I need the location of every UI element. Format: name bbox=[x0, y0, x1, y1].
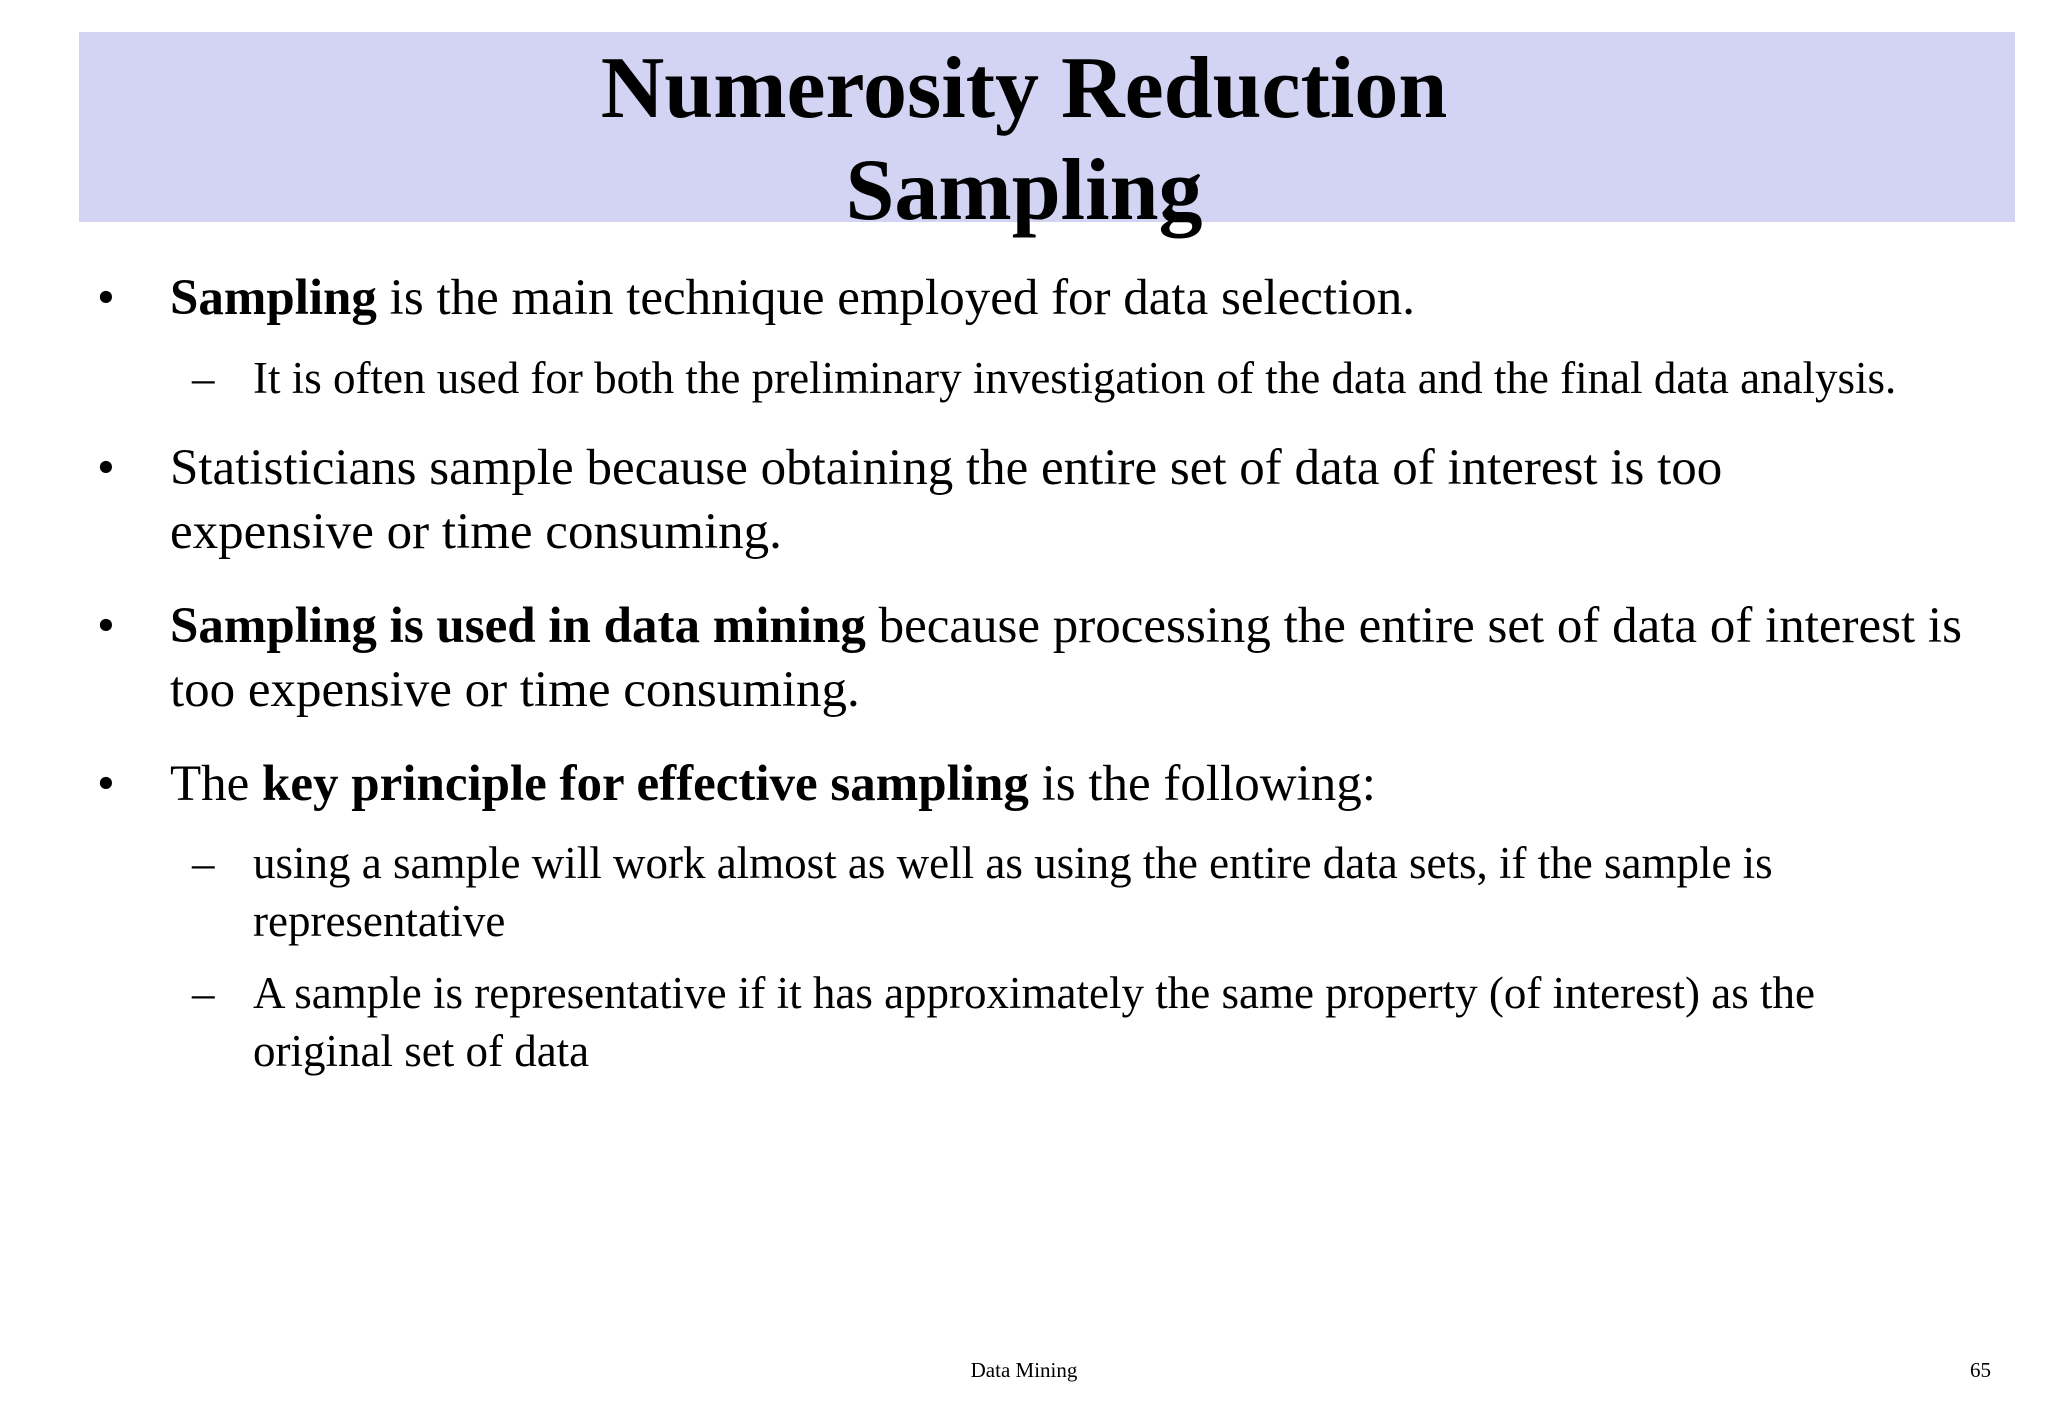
bullet-item-2: Statisticians sample because obtaining the entire set of data of interest is too expensive or time consuming. bbox=[170, 440, 1723, 560]
sub-bullet-marker: – bbox=[192, 838, 215, 888]
bullet-item-4 bbox=[170, 752, 2000, 816]
bullet-1-bold: Sampling bbox=[170, 270, 377, 326]
bullet-4-bold: key principle for effective sampling bbox=[262, 756, 1029, 812]
bullet-marker: • bbox=[97, 270, 115, 326]
bullet-3-bold: Sampling is used in data mining bbox=[170, 598, 866, 654]
footer-title: Data Mining bbox=[970, 1358, 1078, 1382]
page-number: 65 bbox=[1970, 1358, 1991, 1382]
title-line-2: Sampling bbox=[845, 142, 1203, 239]
title-line-1: Numerosity Reduction bbox=[600, 40, 1448, 137]
bullet-3-text: because processing the entire set of data of interest is too expensive or time consuming. bbox=[170, 598, 1962, 718]
bullet-marker: • bbox=[97, 598, 115, 654]
sub-bullet-marker: – bbox=[192, 968, 215, 1018]
bullet-marker: • bbox=[97, 440, 115, 496]
bullet-4-pre: The bbox=[170, 756, 263, 812]
sub-bullet-1-1: It is often used for both the preliminary investigation of the data and the final data analysis. bbox=[253, 353, 1897, 403]
bullet-1-text: is the main technique employed for data selection. bbox=[376, 270, 1416, 326]
slide-title bbox=[0, 38, 2048, 242]
sub-bullet-4-2: A sample is representative if it has approximately the same property (of interest) as the original set of data bbox=[253, 968, 1815, 1076]
bullet-4-text: is the following: bbox=[1028, 756, 1376, 812]
sub-bullet-4-1: using a sample will work almost as well as using the entire data sets, if the sample is representative bbox=[253, 838, 1773, 946]
bullet-item-3 bbox=[170, 594, 2000, 722]
bullet-marker: • bbox=[97, 756, 115, 812]
sub-bullet-marker: – bbox=[192, 353, 215, 403]
bullet-item-1 bbox=[170, 266, 2000, 330]
